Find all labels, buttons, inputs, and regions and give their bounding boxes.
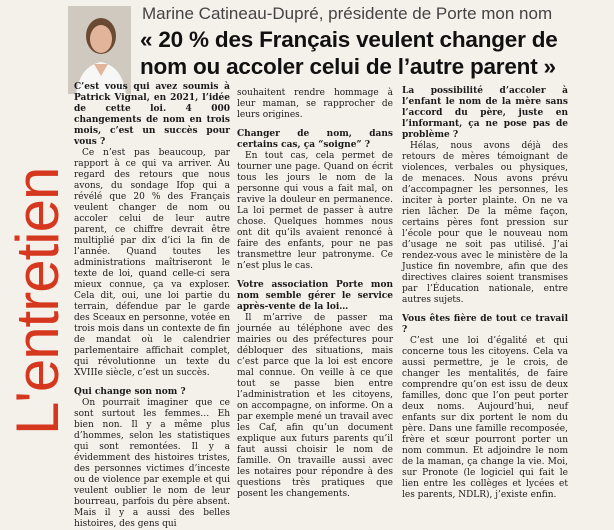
answer: En tout cas, cela permet de tourner une page. Quand on écrit tous les jours le nom de la personne qui vous a fait mal, on ravive la douleur en permanence. La loi permet de passer à autre chose. Quelques hommes nous ont dit qu’ils avaient renoncé à faire des enfants, pour ne pas transmettre leur patronyme. Ce n’est plus le cas.	[237, 151, 393, 271]
question: Qui change son nom ?	[74, 387, 186, 397]
answer: C’est une loi d’égalité et qui concerne tous les citoyens. Cela va aussi permettre, je le crois, de changer les mentalités, de faire comprendre qu’on est issu de deux familles, donc que l’on peut porter deux noms. Aujourd’hui, neuf enfants sur dix portent le nom du père. Dans une famille recomposée, frère et sœur pourront porter un nom commun. Et adjoindre le nom de la maman, ça change la vie. Moi, sur Pronote (le logiciel qui fait le lien entre les collèges et lycées et les parents, NDLR), j’existe enfin.	[402, 336, 568, 500]
question: C’est vous qui avez soumis à Patrick Vignal, en 2021, l’idée de cette loi. 4 000 changements de nom en trois mois, c’est un succès pour vous ?	[74, 82, 230, 147]
answer: Ce n’est pas beaucoup, par rapport à ce qui va arriver. Au regard des retours que nous avons, du sondage Ifop qui a révélé que 20 % des Français veulent changer de nom ou accoler celui de leur autre parent, ce chiffre devrait être multiplié par dix d’ici la fin de l’année. Quand toutes les administrations maîtriseront le texte de loi, quand celle-ci sera mieux connue, ça va exploser. Cela dit, oui, une loi partie du terrain, défendue par le garde des Sceaux en personne, votée en trois mois dans un contexte de fin de mandat où le calendrier parlementaire affichait complet, qui révolutionne un texte du XVIIIe siècle, c’est un succès.	[74, 148, 230, 378]
article-column-2	[237, 88, 393, 500]
headline: « 20 % des Français veulent changer de nom ou accoler celui de l’autre parent »	[140, 27, 558, 79]
article-column-1	[74, 82, 230, 530]
question: Votre association Porte mon nom semble gérer le service après-vente de la loi…	[237, 280, 393, 312]
answer: Il m’arrive de passer ma journée au téléphone avec des mairies ou des préfectures pour débloquer des situations, mais c’est parce que la loi est encore mal connue. On veille à ce que tout se passe bien entre l’administration et les citoyens, on accompagne, on informe. On a par exemple mené un travail avec les Caf, afin qu’un document explique aux futurs parents qu’il faut aussi choisir le nom de famille. On travaille aussi avec les notaires pour répondre à des questions très pratiques que posent les changements.	[237, 313, 393, 499]
question: La possibilité d’accoler à l’enfant le nom de la mère sans l’accord du père, juste en l’informant, ça ne pose pas de problème ?	[402, 86, 568, 140]
section-label-entretien: L'entretien	[4, 167, 71, 435]
portrait-photo	[68, 6, 131, 94]
answer: On pourrait imaginer que ce sont surtout les femmes… Eh bien non. Il y a même plus d’hommes, selon les statistiques qui sont remontées. Il y a évidemment des histoires tristes, des personnes victimes d’inceste ou de violence par exemple et qui veulent oublier le nom de leur bourreau, parfois du père absent. Mais il y a aussi des belles histoires, des gens qui	[74, 398, 230, 529]
byline: Marine Catineau-Dupré, présidente de Porte mon nom	[142, 4, 553, 23]
question: Changer de nom, dans certains cas, ça “soigne” ?	[237, 129, 393, 150]
article-column-3	[402, 86, 568, 501]
question: Vous êtes fière de tout ce travail ?	[402, 314, 568, 335]
portrait-image	[68, 6, 131, 94]
answer: souhaitent rendre hommage à leur maman, se rapprocher de leurs origines.	[237, 88, 393, 120]
answer: Hélas, nous avons déjà des retours de mères témoignant de violences, verbales ou physiques, de menaces. Nous avons prévu d’accompagner les personnes, les inciter à porter plainte. On ne va rien lâcher. De la même façon, certains pères font pression sur l’école pour que le nouveau nom d’usage ne soit pas utilisé. J’ai rendez-vous avec le ministère de la Justice fin novembre, afin que des directives claires soient transmises par l’Éducation nationale, entre autres sujets.	[402, 141, 568, 305]
